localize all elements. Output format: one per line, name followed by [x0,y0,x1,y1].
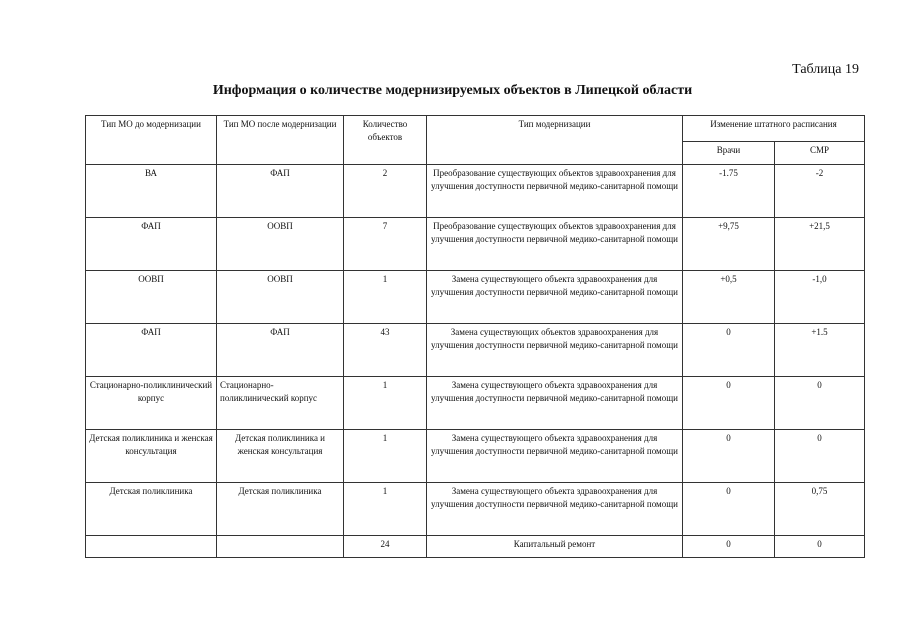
cell-count: 43 [344,324,427,377]
cell-modernization-type: Замена существующего объекта здравоохранения для улучшения доступности первичной медико-санитарной помощи [427,377,683,430]
table-row [86,165,865,218]
cell-smr: 0 [775,377,865,430]
header-type-before: Тип МО до модернизации [86,116,217,165]
cell-type-before: Детская поликлиника и женская консультация [86,430,217,483]
table-row [86,218,865,271]
cell-smr: +1.5 [775,324,865,377]
cell-type-after: ФАП [217,165,344,218]
cell-doctors: +0,5 [683,271,775,324]
cell-type-after: Стационарно-поликлинический корпус [217,377,344,430]
header-smr: СМР [775,142,865,165]
cell-modernization-type: Замена существующего объекта здравоохранения для улучшения доступности первичной медико-санитарной помощи [427,271,683,324]
cell-type-before: ВА [86,165,217,218]
cell-type-before: Стационарно-поликлинический корпус [86,377,217,430]
cell-count: 1 [344,430,427,483]
cell-doctors: -1.75 [683,165,775,218]
cell-count: 2 [344,165,427,218]
cell-smr: +21,5 [775,218,865,271]
cell-doctors: 0 [683,430,775,483]
cell-doctors: 0 [683,377,775,430]
cell-count: 7 [344,218,427,271]
cell-type-after: ООВП [217,271,344,324]
cell-smr: 0 [775,536,865,558]
cell-modernization-type: Преобразование существующих объектов здравоохранения для улучшения доступности первичной медико-санитарной помощи [427,165,683,218]
cell-count: 1 [344,377,427,430]
cell-count: 24 [344,536,427,558]
table-row [86,536,865,558]
document-title: Информация о количестве модернизируемых объектов в Липецкой области [212,83,693,98]
table-row [86,377,865,430]
table-row [86,271,865,324]
cell-type-after: Детская поликлиника и женская консультация [217,430,344,483]
cell-type-after: Детская поликлиника [217,483,344,536]
cell-type-before: ФАП [86,324,217,377]
cell-type-before: ООВП [86,271,217,324]
table-number: Таблица 19 [792,62,859,77]
cell-smr: -2 [775,165,865,218]
header-staff-change: Изменение штатного расписания [683,116,865,142]
cell-type-after: ФАП [217,324,344,377]
cell-modernization-type: Замена существующего объекта здравоохранения для улучшения доступности первичной медико-санитарной помощи [427,483,683,536]
header-doctors: Врачи [683,142,775,165]
cell-smr: 0,75 [775,483,865,536]
cell-doctors: 0 [683,483,775,536]
cell-doctors: 0 [683,536,775,558]
header-type-after: Тип МО после модернизации [217,116,344,165]
cell-type-after [217,536,344,558]
cell-modernization-type: Замена существующего объекта здравоохранения для улучшения доступности первичной медико-санитарной помощи [427,430,683,483]
cell-smr: -1,0 [775,271,865,324]
cell-type-before: Детская поликлиника [86,483,217,536]
cell-type-before: ФАП [86,218,217,271]
cell-count: 1 [344,271,427,324]
cell-doctors: 0 [683,324,775,377]
header-modernization-type: Тип модернизации [427,116,683,165]
table-row [86,324,865,377]
table-row [86,483,865,536]
cell-type-before [86,536,217,558]
cell-count: 1 [344,483,427,536]
cell-smr: 0 [775,430,865,483]
cell-modernization-type: Преобразование существующих объектов здравоохранения для улучшения доступности первичной медико-санитарной помощи [427,218,683,271]
cell-doctors: +9,75 [683,218,775,271]
table-row [86,430,865,483]
header-count: Количество объектов [344,116,427,165]
cell-type-after: ООВП [217,218,344,271]
modernization-table [85,115,865,558]
cell-modernization-type: Капитальный ремонт [427,536,683,558]
cell-modernization-type: Замена существующих объектов здравоохранения для улучшения доступности первичной медико-санитарной помощи [427,324,683,377]
